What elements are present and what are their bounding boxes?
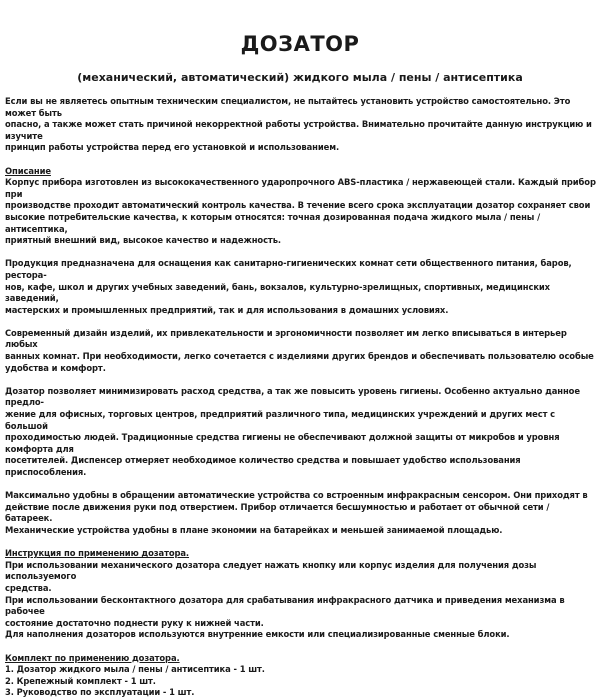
- description-line: производстве проходит автоматический контроль качества. В течение всего срока эксплуатации дозатор сохраняет свои: [5, 200, 591, 211]
- kit-item: 2. Крепежный комплект - 1 шт.: [5, 675, 156, 686]
- intro-line: принцип работы устройства перед его установкой и использованием.: [5, 142, 340, 153]
- purpose-line: мастерских и промышленных предприятий, так и для использования в домашних условиях.: [5, 304, 449, 315]
- hygiene-line: Дозатор позволяет минимизировать расход средства, а так же повысить уровень гигиены. Особенно актуально данное предло-: [5, 385, 580, 408]
- instructions-heading: Инструкция по применению дозатора.: [5, 548, 190, 559]
- instructions-line: При использовании бесконтактного дозатора для срабатывания инфракрасного датчика и приведения механизма в рабочее: [5, 594, 565, 617]
- auto-line: Механические устройства удобны в плане экономии на батарейках и меньшей занимаемой площадью.: [5, 524, 503, 535]
- intro-line: Если вы не являетесь опытным техническим специалистом, не пытайтесь установить устройство самостоятельно. Это может быть: [5, 96, 571, 118]
- design-line: Современный дизайн изделий, их привлекательности и эргономичности позволяет им легко вписываться в интерьер любых: [5, 327, 567, 350]
- instructions-line: средства.: [5, 582, 52, 593]
- purpose-line: Продукция предназначена для оснащения как санитарно-гигиенических комнат сети общественного питания, баров, рестора-: [5, 258, 572, 280]
- kit-item: 1. Дозатор жидкого мыла / пены / антисептика - 1 шт.: [5, 664, 265, 675]
- page-title: ДОЗАТОР: [240, 32, 360, 56]
- auto-line: Максимально удобны в обращении автоматические устройства со встроенным инфракрасным сенсором. Они приходят в: [5, 490, 588, 501]
- description-line: приятный внешний вид, высокое качество и надежность.: [5, 235, 281, 246]
- hygiene-line: проходимостью людей. Традиционные средства гигиены не обеспечивают должной защиты от микробов и уровня комфорта для: [5, 432, 560, 454]
- hygiene-line: жение для офисных, торговых центров, предприятий различного типа, медицинских учреждений и других мест с большой: [5, 409, 556, 431]
- description-line: Корпус прибора изготовлен из высококачественного ударопрочного ABS-пластика / нержавеющей стали. Каждый прибор при: [5, 177, 596, 199]
- instructions-line: состояние достаточно поднести руку к нижней части.: [5, 617, 264, 628]
- document-body: [5, 96, 597, 699]
- design-line: ванных комнат. При необходимости, легко сочетается с изделиями других брендов и обеспечивать пользователю особые: [5, 351, 594, 362]
- page-subtitle: (механический, автоматический) жидкого мыла / пены / антисептика: [77, 71, 523, 84]
- description-heading: Описание: [5, 165, 51, 176]
- description-line: высокие потребительские качества, к которым относятся: точная дозированная подача жидкого мыла / пены / антисептика,: [5, 211, 541, 234]
- auto-line: действие после движения руки под отверстием. Прибор отличается бесшумностью и работает от обычной сети / батареек.: [5, 501, 550, 524]
- design-line: удобства и комфорт.: [5, 362, 106, 373]
- instructions-line: Для наполнения дозаторов используются внутренние емкости или специализированные сменные блоки.: [5, 629, 510, 640]
- instructions-line: При использовании механического дозатора следует нажать кнопку или корпус изделия для получения дозы используемого: [5, 559, 537, 582]
- purpose-line: нов, кафе, школ и других учебных заведений, бань, вокзалов, культурно-зрелищных, спортивных, медицинских заведений,: [5, 281, 550, 304]
- hygiene-line: посетителей. Диспенсер отмеряет необходимое количество средства и повышает удобство использования приспособления.: [5, 455, 521, 477]
- kit-item: 3. Руководство по эксплуатации - 1 шт.: [5, 687, 195, 698]
- kit-heading: Комплект по применению дозатора.: [5, 652, 180, 663]
- intro-line: опасно, а также может стать причиной некорректной работы устройства. Внимательно прочитайте данную инструкцию и изучите: [5, 119, 592, 141]
